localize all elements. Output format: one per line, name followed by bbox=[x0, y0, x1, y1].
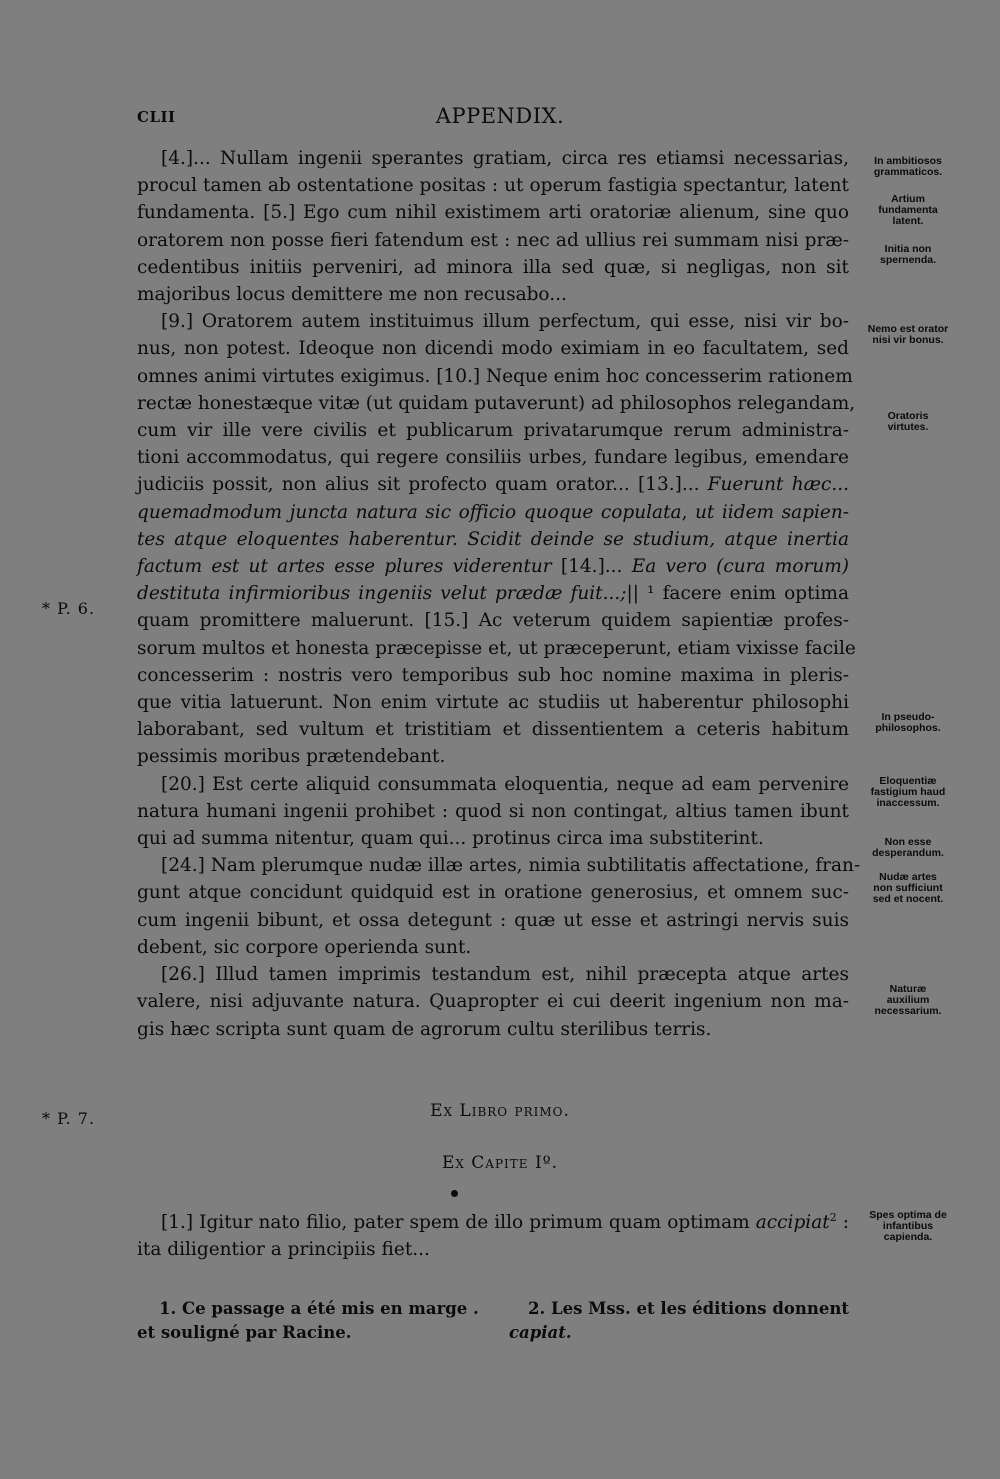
text-line bbox=[137, 635, 856, 662]
side-note: Naturæ auxilium necessarium. bbox=[874, 983, 942, 1017]
text-line bbox=[137, 607, 849, 634]
footnote-2-cont: capiat. bbox=[509, 1323, 572, 1342]
text-line bbox=[137, 852, 861, 879]
text-line bbox=[137, 526, 849, 553]
page-folio: CLII bbox=[137, 108, 176, 126]
footnote-2: 2. Les Mss. et les éditions donnent bbox=[528, 1299, 849, 1318]
text-run: [24.] Nam plerumque nudæ illæ artes, nimia subtilitatis affectatione, fran- bbox=[161, 855, 861, 877]
text-run: concesserim : nostris vero temporibus sub hoc nomine maxima in pleris- bbox=[137, 664, 849, 686]
text-run: omnes animi virtutes exigimus. [10.] Neque enim hoc concesserim rationem bbox=[137, 365, 853, 387]
text-line bbox=[137, 417, 849, 444]
italic-run: quemadmodum juncta natura sic officio quoque copulata bbox=[137, 501, 682, 523]
side-note: Non esse desperandum. bbox=[872, 836, 944, 859]
chapter-line: ita diligentior a principiis fiet... bbox=[137, 1239, 430, 1261]
text-line bbox=[137, 499, 849, 526]
text-run: debent, sic corpore operienda sunt. bbox=[137, 936, 472, 958]
chapter-heading: Ex Capite Iº. bbox=[441, 1153, 559, 1173]
footnote-1: 1. Ce passage a été mis en marge . bbox=[159, 1299, 479, 1318]
text-run: oratorem non posse fieri fatendum est : nec ad ullius rei summam nisi præ- bbox=[137, 229, 849, 251]
text-run: nus, non potest. Ideoque non dicendi modo eximiam in eo facultatem, sed bbox=[137, 338, 849, 360]
text-line bbox=[137, 934, 849, 961]
text-run: [20.] Est certe aliquid consummata eloquentia, neque ad eam pervenire bbox=[161, 773, 849, 795]
text-line bbox=[137, 689, 849, 716]
side-note: Spes optima de infantibus capienda. bbox=[869, 1209, 947, 1243]
side-note: Artium fundamenta latent. bbox=[878, 193, 938, 227]
text-line bbox=[137, 308, 849, 335]
text-line bbox=[137, 662, 849, 689]
text-line bbox=[137, 771, 849, 798]
text-run: sorum multos et honesta præcepisse et, ut præceperunt, etiam vixisse facile bbox=[137, 637, 856, 659]
margin-page-ref: * P. 7. bbox=[42, 1109, 96, 1128]
text-run: cum ingenii bibunt, et ossa detegunt : quæ ut esse et astringi nervis suis bbox=[137, 909, 849, 931]
text-line bbox=[137, 335, 849, 362]
text-run: quam promittere maluerunt. [15.] Ac veterum quidem sapientiæ profes- bbox=[137, 610, 849, 632]
italic-run: destituta infirmioribus ingeniis velut prædæ fuit...; bbox=[137, 583, 627, 605]
bullet-mark bbox=[451, 1190, 458, 1197]
italic-run: factum est ut artes esse plures viderentur bbox=[137, 556, 552, 578]
text-run: cum vir ille vere civilis et publicarum privatarumque rerum administra- bbox=[137, 420, 849, 442]
side-note: Oratoris virtutes. bbox=[887, 410, 929, 433]
side-note: Nemo est orator nisi vir bonus. bbox=[867, 323, 949, 346]
text-run: pessimis moribus prætendebant. bbox=[137, 746, 446, 768]
italic-run: Ea vero (cura morum) bbox=[631, 556, 850, 578]
text-line bbox=[137, 145, 849, 172]
italic-run: tes atque eloquentes haberentur. Scidit deinde se studium, atque inertia bbox=[137, 528, 849, 550]
text-run: rectæ honestæque vitæ (ut quidam putaverunt) ad philosophos relegandam, bbox=[137, 392, 856, 414]
running-title: APPENDIX. bbox=[435, 104, 565, 128]
main-text bbox=[137, 145, 861, 1043]
text-line bbox=[137, 199, 849, 226]
text-line bbox=[137, 553, 849, 580]
chapter-line-italic: accipiat bbox=[755, 1212, 830, 1234]
text-run: [4.]... Nullam ingenii sperantes gratiam, circa res etiamsi necessarias, bbox=[161, 148, 849, 169]
text-run: valere, nisi adjuvante natura. Quapropter ei cui deerit ingenium non ma- bbox=[137, 991, 849, 1013]
text-run: tioni accommodatus, qui regere consiliis urbes, fundare legibus, emendare bbox=[137, 447, 849, 469]
italic-run: ut iidem sapien- bbox=[695, 501, 850, 523]
text-run: judiciis possit, non alius sit profecto quam orator... [13.]... bbox=[137, 474, 700, 496]
italic-run: Fuerunt hæc... bbox=[699, 474, 849, 496]
text-run: majoribus locus demittere me non recusabo... bbox=[137, 284, 567, 306]
text-line bbox=[137, 580, 849, 607]
side-note: Initia non spernenda. bbox=[879, 243, 937, 266]
text-run: [26.] Illud tamen imprimis testandum est, nihil præcepta atque artes bbox=[161, 964, 849, 986]
text-run: procul tamen ab ostentatione positas : ut operum fastigia spectantur, latent bbox=[137, 175, 849, 197]
text-run: gis hæc scripta sunt quam de agrorum cultu sterilibus terris. bbox=[137, 1018, 712, 1040]
text-line bbox=[137, 281, 849, 308]
side-note: Nudæ artes non sufficiunt sed et nocent. bbox=[872, 871, 944, 905]
text-run: gunt atque concidunt quidquid est in oratione generosius, et omnem suc- bbox=[137, 882, 849, 904]
text-run: [9.] Oratorem autem instituimus illum perfectum, qui esse, nisi vir bo- bbox=[161, 311, 849, 333]
chapter-line bbox=[137, 1204, 849, 1236]
text-run: cedentibus initiis perveniri, ad minora illa sed quæ, si negligas, non sit bbox=[137, 256, 849, 278]
text-run: qui ad summa nitentur, quam qui... protinus circa ima substiterint. bbox=[137, 828, 764, 850]
text-run: || ¹ facere enim optima bbox=[626, 583, 850, 605]
chapter-line-text: [1.] Igitur nato filio, pater spem de illo primum quam optimam bbox=[161, 1212, 756, 1234]
text-line bbox=[137, 879, 849, 906]
side-note: Eloquentiæ fastigium haud inaccessum. bbox=[870, 775, 946, 809]
text-run: fundamenta. [5.] Ego cum nihil existimem arti oratoriæ alienum, sine quo bbox=[137, 202, 849, 224]
book-heading: Ex Libro primo. bbox=[430, 1101, 570, 1121]
text-run: , bbox=[681, 501, 695, 523]
text-line bbox=[137, 961, 849, 988]
text-line bbox=[137, 743, 849, 770]
text-run: [14.]... bbox=[551, 556, 632, 578]
side-note: In ambitiosos grammaticos. bbox=[873, 155, 943, 178]
text-line bbox=[137, 444, 849, 471]
text-line bbox=[137, 907, 849, 934]
footnotes bbox=[137, 1297, 849, 1345]
text-line bbox=[137, 172, 849, 199]
side-note: In pseudo- philosophos. bbox=[875, 711, 941, 734]
text-line bbox=[137, 254, 849, 281]
text-line bbox=[137, 227, 849, 254]
text-line bbox=[137, 363, 853, 390]
text-run: laborabant, sed vultum et tristitiam et dissentientem a ceteris habitum bbox=[137, 719, 849, 741]
text-line bbox=[137, 798, 849, 825]
text-run: que vitia latuerunt. Non enim virtute ac studiis ut haberentur philosophi bbox=[137, 692, 849, 714]
text-line bbox=[137, 390, 856, 417]
chapter-line-text: : bbox=[836, 1212, 849, 1234]
chapter-text bbox=[137, 1204, 849, 1263]
text-line bbox=[137, 825, 849, 852]
text-line bbox=[137, 1016, 849, 1043]
footnote-row bbox=[137, 1297, 849, 1321]
text-line bbox=[137, 471, 849, 498]
text-line bbox=[137, 716, 849, 743]
text-line bbox=[137, 988, 849, 1015]
text-run: natura humani ingenii prohibet : quod si non contingat, altius tamen ibunt bbox=[137, 800, 849, 822]
footnote-marker: 2 bbox=[829, 1211, 837, 1224]
footnote-row bbox=[137, 1321, 849, 1345]
margin-page-ref: * P. 6. bbox=[42, 599, 96, 618]
footnote-1-cont: et souligné par Racine. bbox=[137, 1323, 352, 1342]
